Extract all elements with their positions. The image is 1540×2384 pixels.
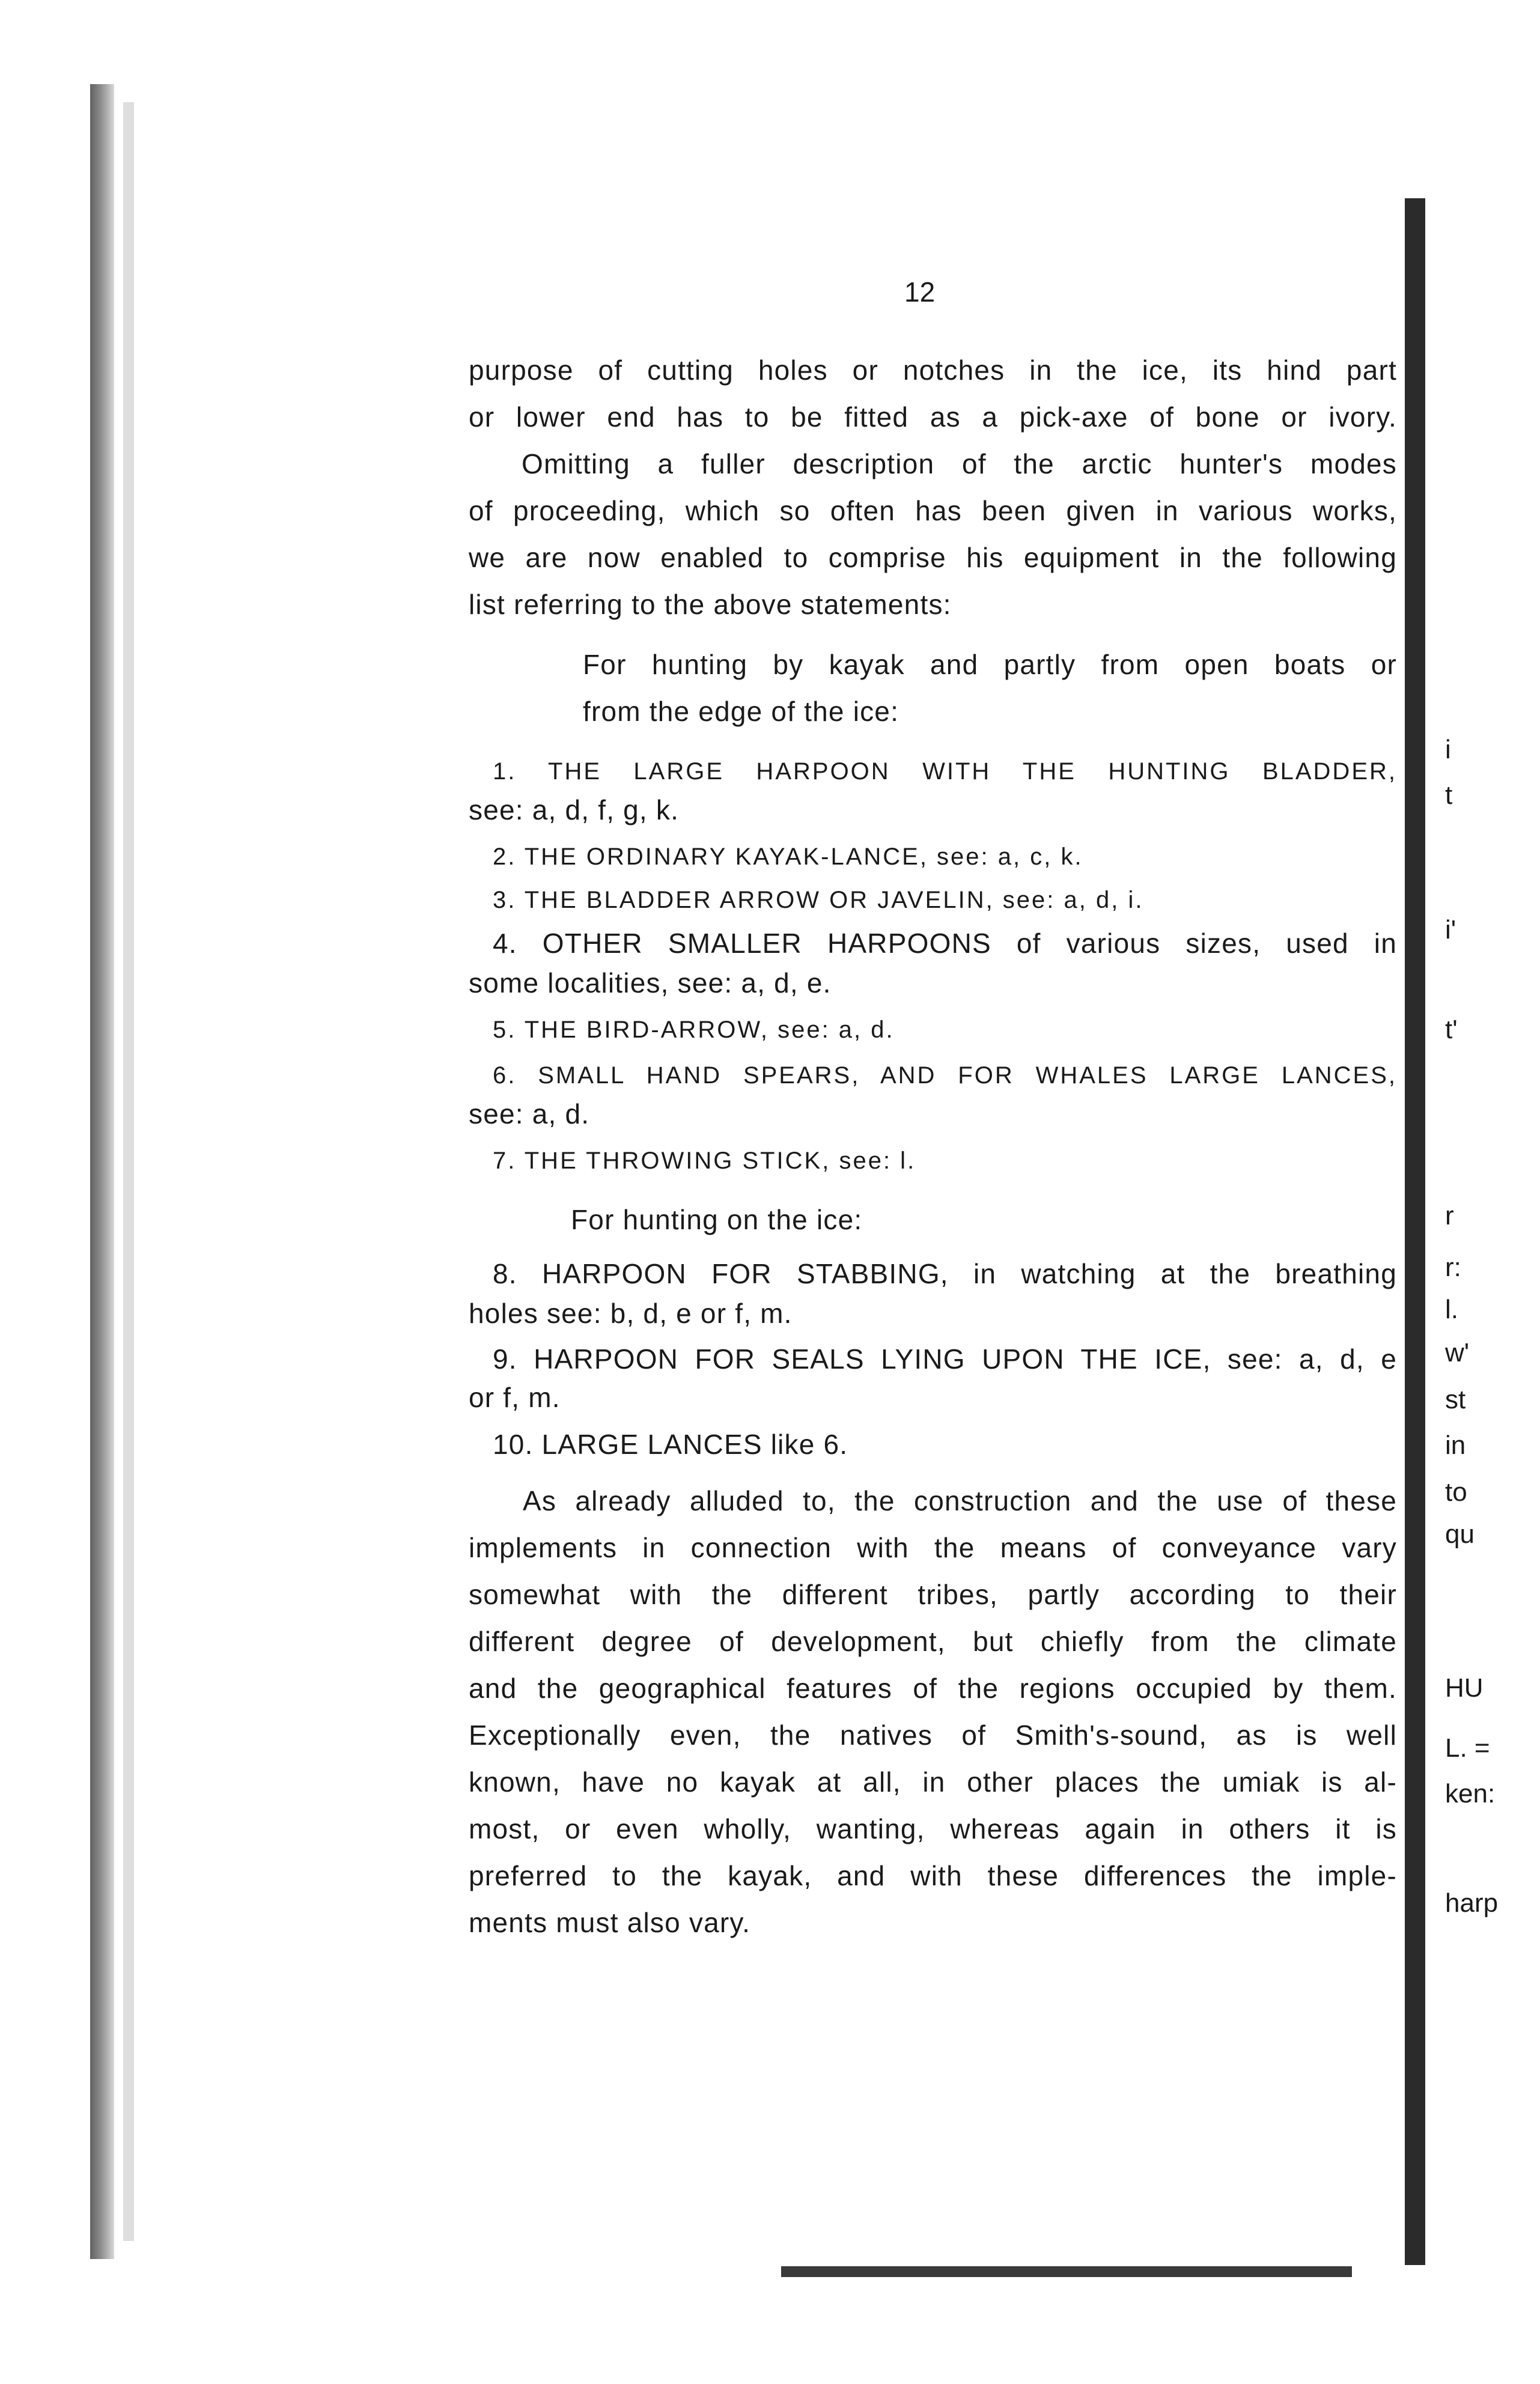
list-item-8-cont: holes see: b, d, e or f, m. <box>469 1298 793 1329</box>
margin-fragment: harp <box>1445 1888 1499 1918</box>
list-item-1-cont: see: a, d, f, g, k. <box>469 794 680 826</box>
list-item-3: 3. THE BLADDER ARROW OR JAVELIN, see: a, d, i. <box>493 887 1144 913</box>
list-item-7: 7. THE THROWING STICK, see: l. <box>493 1148 916 1174</box>
list-item-5: 5. THE BIRD-ARROW, see: a, d. <box>493 1017 895 1043</box>
list-item-2: 2. THE ORDINARY KAYAK-LANCE, see: a, c, k. <box>493 844 1083 870</box>
text-line: somewhat with the different tribes, partly according to their <box>469 1579 1397 1610</box>
text-line: As already alluded to, the construction and the use of these <box>523 1485 1397 1516</box>
list-item-6-cont: see: a, d. <box>469 1098 590 1130</box>
list-item-9: 9. HARPOON FOR SEALS LYING UPON THE ICE, see: a, d, e <box>493 1343 1397 1375</box>
margin-fragment: w' <box>1445 1338 1470 1367</box>
text-line: list referring to the above statements: <box>469 589 952 620</box>
text-line: preferred to the kayak, and with these differences the imple- <box>469 1860 1397 1891</box>
list-item-6: 6. SMALL HAND SPEARS, AND FOR WHALES LARGE LANCES, <box>493 1062 1397 1089</box>
list-item-10: 10. LARGE LANCES like 6. <box>493 1429 848 1460</box>
list-item-4: 4. OTHER SMALLER HARPOONS of various sizes, used in <box>493 928 1397 959</box>
margin-fragment: ken: <box>1445 1779 1496 1808</box>
text-line: we are now enabled to comprise his equipment in the following <box>469 542 1397 573</box>
margin-fragment: r <box>1445 1201 1454 1230</box>
binding-shadow-inner <box>123 102 134 2241</box>
list-item-9-cont: or f, m. <box>469 1382 561 1413</box>
page-bottom-edge <box>781 2266 1352 2277</box>
list-item-8: 8. HARPOON FOR STABBING, in watching at the breathing <box>493 1258 1397 1289</box>
margin-fragment: qu <box>1445 1519 1475 1549</box>
text-line: known, have no kayak at all, in other places the umiak is al- <box>469 1766 1397 1798</box>
margin-fragment: l. <box>1445 1295 1458 1324</box>
margin-fragment: to <box>1445 1477 1467 1507</box>
text-line: or lower end has to be fitted as a pick-axe of bone or ivory. <box>469 401 1397 433</box>
list-item-1: 1. THE LARGE HARPOON WITH THE HUNTING BLADDER, <box>493 758 1397 785</box>
margin-fragment: in <box>1445 1431 1466 1460</box>
margin-fragment: i <box>1445 735 1451 764</box>
binding-shadow-left <box>90 84 114 2259</box>
margin-fragment: t <box>1445 780 1453 810</box>
text-line: implements in connection with the means of conveyance vary <box>469 1532 1397 1563</box>
section-heading-ice: For hunting on the ice: <box>571 1204 863 1235</box>
text-line: most, or even wholly, wanting, whereas again in others it is <box>469 1813 1397 1844</box>
margin-fragment: st <box>1445 1385 1466 1414</box>
margin-fragment: L. = <box>1445 1733 1490 1763</box>
text-line: Exceptionally even, the natives of Smith's-sound, as is well <box>469 1720 1397 1751</box>
text-line: of proceeding, which so often has been given in various works, <box>469 495 1397 526</box>
text-line: ments must also vary. <box>469 1907 751 1938</box>
text-line: and the geographical features of the regions occupied by them. <box>469 1673 1397 1704</box>
list-item-4-cont: some localities, see: a, d, e. <box>469 967 832 999</box>
section-heading-kayak-cont: from the edge of the ice: <box>583 696 899 727</box>
text-line: purpose of cutting holes or notches in the ice, its hind part <box>469 354 1397 386</box>
text-line: Omitting a fuller description of the arctic hunter's modes <box>522 448 1397 479</box>
margin-fragment: HU <box>1445 1673 1484 1703</box>
margin-fragment: t' <box>1445 1015 1458 1044</box>
section-heading-kayak: For hunting by kayak and partly from open boats or <box>583 649 1397 680</box>
page-number: 12 <box>904 276 936 308</box>
margin-fragment: r: <box>1445 1253 1461 1282</box>
margin-fragment: i' <box>1445 915 1456 944</box>
text-line: different degree of development, but chiefly from the climate <box>469 1626 1397 1657</box>
